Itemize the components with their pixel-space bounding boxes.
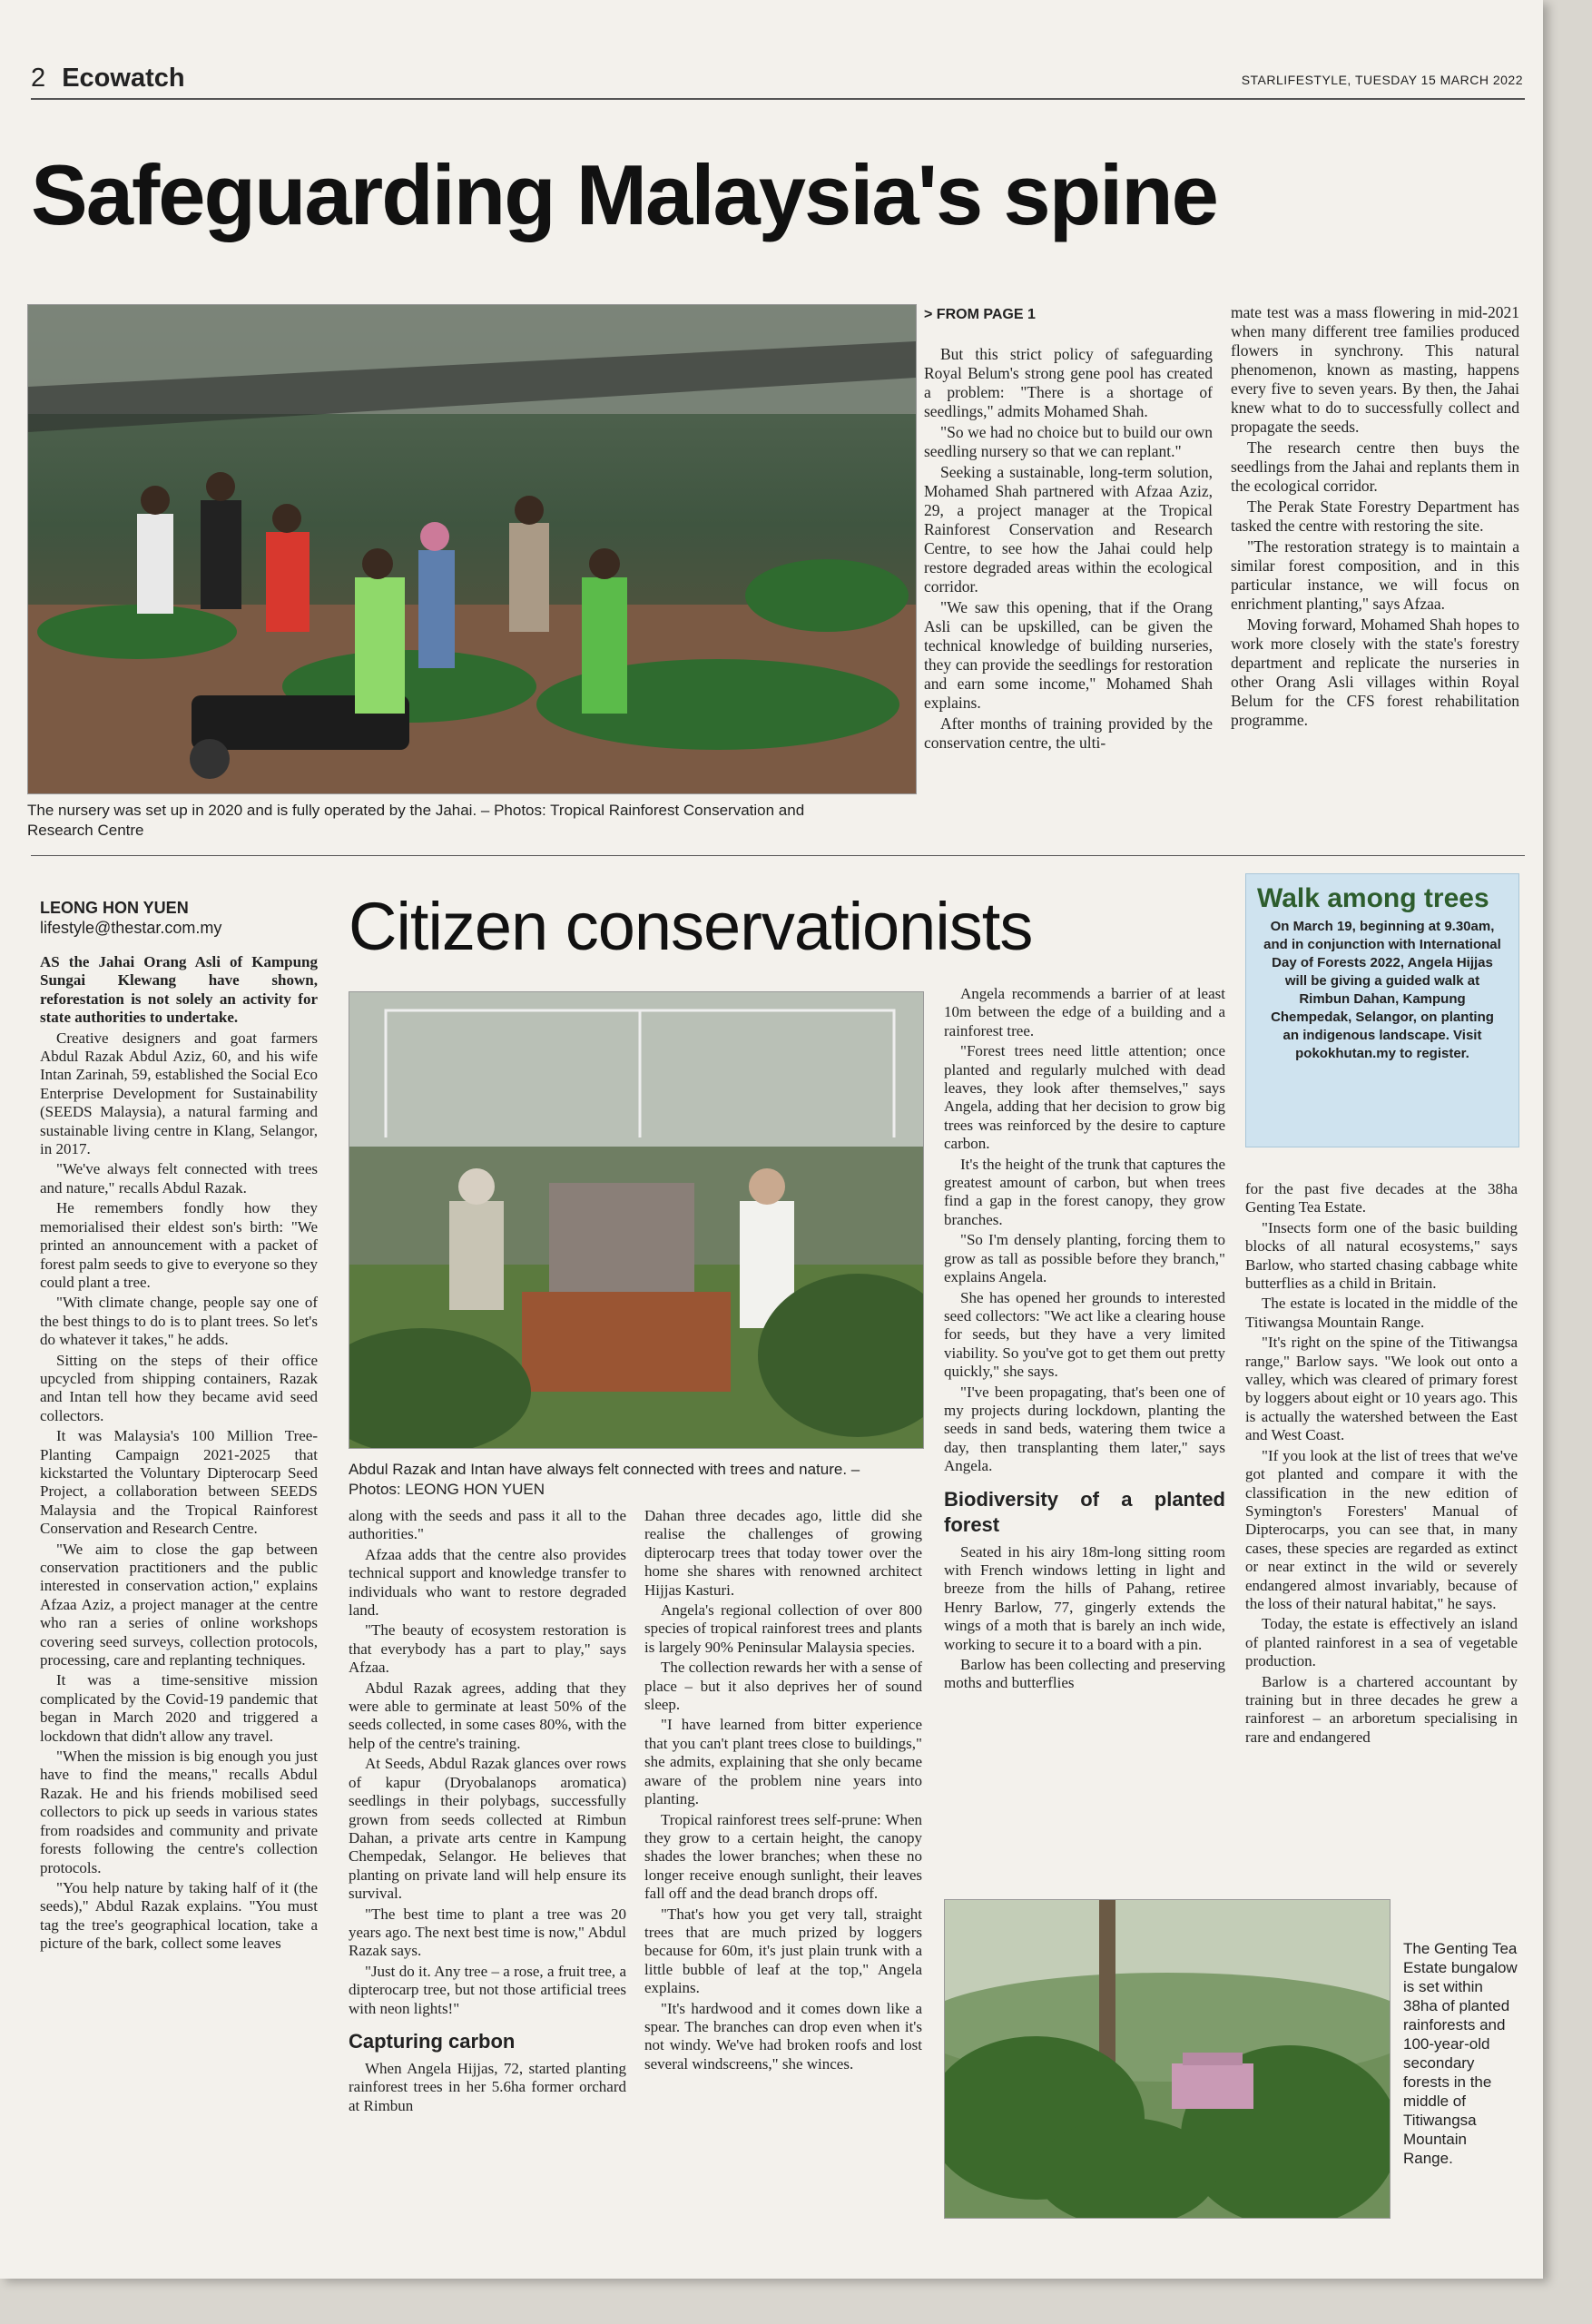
feature-column-4 xyxy=(944,985,1225,1695)
paragraph: Tropical rainforest trees self-prune: When they grow to a certain height, the canopy shades the lower branches; when these no longer receive enough sunlight, their leaves fall off and the dead branch drops off. xyxy=(644,1810,922,1903)
estate-photo xyxy=(944,1899,1391,2219)
feature-column-2 xyxy=(349,1507,626,2117)
masthead-date: STARLIFESTYLE, TUESDAY 15 MARCH 2022 xyxy=(1241,73,1523,87)
lead-headline: Safeguarding Malaysia's spine xyxy=(31,147,1217,242)
estate-photo-caption: The Genting Tea Estate bungalow is set within 38ha of planted rainforests and 100-year-old secondary forests in the middle of Titiwangsa Mountain Range. xyxy=(1403,1940,1518,2167)
paragraph: "With climate change, people say one of the best things to do is to plant trees. So let's do whatever it takes," he adds. xyxy=(40,1294,318,1349)
paragraph: Angela recommends a barrier of at least 10m between the edge of a building and a rainforest tree. xyxy=(944,985,1225,1039)
subhead-capturing-carbon: Capturing carbon xyxy=(349,2029,516,2053)
paragraph: Barlow has been collecting and preserving moths and butterflies xyxy=(944,1656,1225,1692)
paragraph: She has opened her grounds to interested seed collectors: "We act like a clearing house for seeds, but they have a very limited viability. So you've got to get them out pretty quickly," she says. xyxy=(944,1288,1225,1381)
feature-headline: Citizen conservationists xyxy=(349,889,1033,964)
paragraph: for the past five decades at the 38ha Genting Tea Estate. xyxy=(1245,1180,1518,1216)
feature-column-3 xyxy=(644,1507,922,2075)
header-rule xyxy=(31,98,1525,100)
paragraph: Sitting on the steps of their office upcycled from shipping containers, Razak and Intan tell how they became avid seed collectors. xyxy=(40,1351,318,1424)
paragraph: "The restoration strategy is to maintain a similar forest composition, and in this particular instance, we will focus on enrichment planting," says Afzaa. xyxy=(1231,537,1519,613)
paragraph: AS the Jahai Orang Asli of Kampung Sungai Klewang have shown, reforestation is not solely an activity for state authorities to undertake. xyxy=(40,953,318,1027)
paragraph: Barlow is a chartered accountant by training but in three decades he grew a rainforest – an arboretum specialising in rare and endangered xyxy=(1245,1672,1518,1746)
page-header xyxy=(31,64,185,94)
paragraph: The Perak State Forestry Department has tasked the centre with restoring the site. xyxy=(1231,497,1519,535)
paragraph: He remembers fondly how they memorialised their eldest son's birth: "We printed an announcement with a packet of forest palm seeds to give to everyone so they could plant a tree. xyxy=(40,1199,318,1291)
paragraph: "I have learned from bitter experience that you can't plant trees close to buildings," she admits, explaining that she only became aware of the problem nine years into planting. xyxy=(644,1716,922,1808)
paragraph: "It's right on the spine of the Titiwangsa range," Barlow says. "We look out onto a valley, which was cleared of primary forest by loggers about eight or 10 years ago. This is actually the watershed between the East and West Coast. xyxy=(1245,1334,1518,1444)
paragraph: "When the mission is big enough you just have to find the means," recalls Abdul Razak. He and his friends mobilised seed collectors to pick up seeds in various states from roadsides and community and private forests following the centre's collection protocols. xyxy=(40,1748,318,1876)
paragraph: Seated in his airy 18m-long sitting room with French windows letting in light and breeze from the hills of Pahang, retiree Henry Barlow, 77, gingerly extends the wings of a moth that is barely an inch wide, working to secure it to a board with a pin. xyxy=(944,1542,1225,1653)
lead-column-1 xyxy=(924,345,1213,754)
seeds-photo xyxy=(349,991,924,1449)
paragraph: It was a time-sensitive mission complicated by the Covid-19 pandemic that began in March 2020 and triggered a lockdown that didn't allow any travel. xyxy=(40,1671,318,1745)
byline-email: lifestyle@thestar.com.my xyxy=(40,919,222,937)
paragraph: Today, the estate is effectively an island of planted rainforest in a sea of vegetable production. xyxy=(1245,1615,1518,1670)
estate-illustration xyxy=(945,1900,1390,2218)
paragraph: mate test was a mass flowering in mid-2021 when many different tree families produced flowers in synchrony. This natural phenomenon, known as masting, happens every five to seven years. By then, the Jahai knew what to do to successfully collect and propagate the seeds. xyxy=(1231,303,1519,436)
paragraph: "Just do it. Any tree – a rose, a fruit tree, a dipterocarp tree, but not those artificial trees with neon lights!" xyxy=(349,1962,626,2017)
paragraph: It was Malaysia's 100 Million Tree-Planting Campaign 2021-2025 that kickstarted the Voluntary Dipterocarp Seed Project, a collaboration between SEEDS Malaysia and the Tropical Rainforest Conservation and Research Centre. xyxy=(40,1427,318,1538)
paragraph: "So we had no choice but to build our own seedling nursery so that we can replant." xyxy=(924,423,1213,460)
page-number: 2 xyxy=(31,64,46,93)
paragraph: The estate is located in the middle of the Titiwangsa Mountain Range. xyxy=(1245,1295,1518,1331)
sidebar-text: On March 19, beginning at 9.30am, and in conjunction with International Day of Forests 2022, Angela Hijjas will be giving a guided walk at Rimbun Dahan, Kampung Chempedak, Selangor, on planting an indigenous landscape. Visit pokokhutan.my to register. xyxy=(1263,919,1501,1061)
paragraph: Angela's regional collection of over 800 species of tropical rainforest trees and plants is largely 90% Peninsular Malaysia species. xyxy=(644,1601,922,1656)
feature-column-1 xyxy=(40,953,318,1955)
paragraph: "That's how you get very tall, straight trees that are much prized by loggers because for 60m, it's just plain trunk with a little bubble of leaf at the top," Angela explains. xyxy=(644,1905,922,1997)
paragraph: After months of training provided by the conservation centre, the ulti- xyxy=(924,714,1213,752)
paragraph: Moving forward, Mohamed Shah hopes to work more closely with the state's forestry department and replicate the nurseries in other Orang Asli villages within Royal Belum for the CFS forest rehabilitation programme. xyxy=(1231,615,1519,729)
lead-column-2 xyxy=(1231,303,1519,732)
section-name: Ecowatch xyxy=(62,64,185,93)
walk-among-trees-box xyxy=(1245,873,1519,1147)
paragraph: At Seeds, Abdul Razak glances over rows of kapur (Dryobalanops aromatica) seedlings in their polybags, successfully grown from seeds collected at Rimbun Dahan, a private arts centre in Kampung Chempedak, Selangor. He believes that planting on private land will help ensure its survival. xyxy=(349,1755,626,1903)
paragraph: Afzaa adds that the centre also provides technical support and knowledge transfer to individuals who want to restore degraded land. xyxy=(349,1545,626,1620)
paragraph: It's the height of the trunk that captures the greatest amount of carbon, but when trees find a gap in the forest canopy, they grow branches. xyxy=(944,1155,1225,1228)
paragraph: "We've always felt connected with trees and nature," recalls Abdul Razak. xyxy=(40,1160,318,1196)
seeds-illustration xyxy=(349,992,923,1448)
jump-label: > FROM PAGE 1 xyxy=(924,307,1036,322)
seeds-photo-caption: Abdul Razak and Intan have always felt connected with trees and nature. – Photos: LEONG HON YUEN xyxy=(349,1461,860,1498)
paragraph: "The beauty of ecosystem restoration is that everybody has a part to play," says Afzaa. xyxy=(349,1621,626,1677)
paragraph: "We aim to close the gap between conservation practitioners and the public interested in conservation action," explains Afzaa Aziz, a project manager at the centre who ran a series of online workshops covering seed surveys, collection protocols, processing, care and replanting techniques. xyxy=(40,1540,318,1669)
paragraph: "Insects form one of the basic building blocks of all natural ecosystems," says Barlow, who started chasing cabbage white butterflies as a child in Britain. xyxy=(1245,1218,1518,1293)
paragraph: "If you look at the list of trees that we've got planted and compare it with the classification in the new edition of Symington's Foresters' Manual of Dipterocarps, you can see that, in many cases, these species are regarded as extinct or near extinct in the wild or severely endangered almost invariably, because of the loss of their natural habitat," he says. xyxy=(1245,1446,1518,1612)
paragraph: Abdul Razak agrees, adding that they were able to germinate at least 50% of the seeds collected, in some cases 80%, with the help of the centre's training. xyxy=(349,1679,626,1752)
subhead-biodiversity: Biodiversity of a planted forest xyxy=(944,1487,1225,1536)
paragraph: Seeking a sustainable, long-term solution, Mohamed Shah partnered with Afzaa Aziz, 29, a project manager at the Tropical Rainforest Conservation and Research Centre, to see how the Jahai could help restore degraded areas within the ecological corridor. xyxy=(924,463,1213,596)
paragraph: Creative designers and goat farmers Abdul Razak Abdul Aziz, 60, and his wife Intan Zarinah, 59, established the Social Eco Enterprise Development for Sustainability (SEEDS Malaysia), a natural farming and sustainable living centre in Klang, Selangor, in 2017. xyxy=(40,1029,318,1158)
paragraph: "You help nature by taking half of it (the seeds)," Abdul Razak explains. "You must tag the tree's geographical location, take a picture of the bark, collect some leaves xyxy=(40,1878,318,1953)
nursery-photo-caption: The nursery was set up in 2020 and is fully operated by the Jahai. – Photos: Tropical Rainforest Conservation and Research Centre xyxy=(27,802,805,839)
paragraph: "The best time to plant a tree was 20 years ago. The next best time is now," Abdul Razak says. xyxy=(349,1905,626,1960)
nursery-illustration xyxy=(28,305,916,793)
section-divider xyxy=(31,855,1525,856)
nursery-photo xyxy=(27,304,917,794)
paragraph: The collection rewards her with a sense of place – but it also deprives her of sound sleep. xyxy=(644,1659,922,1714)
paragraph: "It's hardwood and it comes down like a spear. The branches can drop even when it's not windy. We've had broken roofs and lost several windscreens," she winces. xyxy=(644,1999,922,2073)
paragraph: "I've been propagating, that's been one of my projects during lockdown, planting the seeds in sand beds, watering them twice a day, then transplanting them later," says Angela. xyxy=(944,1383,1225,1475)
paragraph: The research centre then buys the seedlings from the Jahai and replants them in the ecological corridor. xyxy=(1231,438,1519,495)
paragraph: Dahan three decades ago, little did she realise the challenges of growing dipterocarp trees that today tower over the home she shares with renowned architect Hijjas Kasturi. xyxy=(644,1507,922,1599)
paragraph: "Forest trees need little attention; once planted and regularly mulched with dead leaves, they look after themselves," says Angela, adding that her decision to grow big trees was reinforced by the desire to capture carbon. xyxy=(944,1042,1225,1153)
byline: LEONG HON YUEN xyxy=(40,899,189,917)
paragraph: When Angela Hijjas, 72, started planting rainforest trees in her 5.6ha former orchard at Rimbun xyxy=(349,2059,626,2114)
paragraph: "So I'm densely planting, forcing them to grow as tall as possible before they branch," explains Angela. xyxy=(944,1231,1225,1286)
feature-column-5 xyxy=(1245,1180,1518,1748)
paragraph: "We saw this opening, that if the Orang Asli can be upskilled, can be given the technical knowledge of building nurseries, they can provide the seedlings for restoration and earn some income," Mohamed Shah explains. xyxy=(924,598,1213,712)
paragraph: But this strict policy of safeguarding Royal Belum's strong gene pool has created a problem: "There is a shortage of seedlings," admits Mohamed Shah. xyxy=(924,345,1213,420)
paragraph: along with the seeds and pass it all to the authorities." xyxy=(349,1507,626,1543)
sidebar-title: Walk among trees xyxy=(1257,883,1489,913)
